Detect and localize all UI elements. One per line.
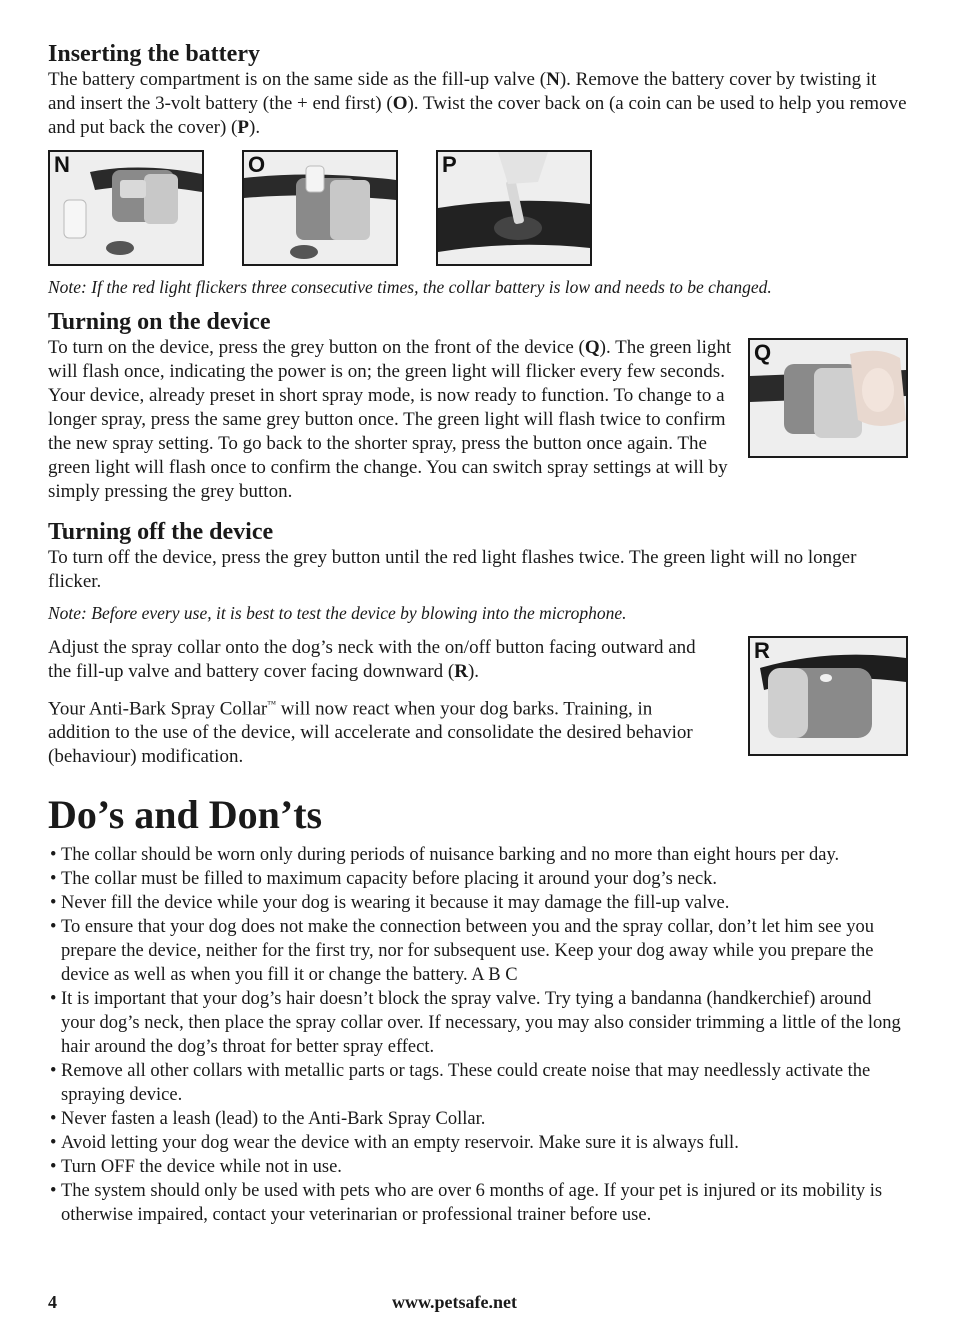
battery-note: Note: If the red light flickers three consecutive times, the collar battery is low and needs to be changed.: [48, 277, 772, 297]
turn-off-note: Note: Before every use, it is best to test the device by blowing into the microphone.: [48, 603, 627, 623]
turn-off-heading: Turning off the device: [48, 519, 274, 545]
figure-q: [748, 338, 908, 458]
figure-q-label: Q: [754, 340, 772, 365]
press-button-image: [750, 340, 906, 456]
turn-on-paragraph: To turn on the device, press the grey button on the front of the device (Q). The green light will flash once, indicating the power is on; the green light will flicker every few seconds. Your device, already preset in short spray mode, is now ready to function. To change to a longer spray, press the same grey button once. The green light will flash twice to confirm the new spray setting. To go back to the shorter spray, press the button once again. The green light will flash once to confirm the change. You can switch spray settings at will by simply pressing the grey button.: [48, 337, 732, 502]
list-item: • Remove all other collars with metallic parts or tags. These could create noise that may needlessly activate the spraying device.: [50, 1061, 871, 1106]
collar-with-battery-image: [50, 152, 202, 264]
turn-on-heading: Turning on the device: [48, 309, 271, 335]
list-item: • Avoid letting your dog wear the device with an empty reservoir. Make sure it is always full.: [50, 1133, 739, 1154]
list-item: • Never fasten a leash (lead) to the Anti-Bark Spray Collar.: [50, 1109, 486, 1130]
list-item: • Turn OFF the device while not in use.: [50, 1157, 342, 1178]
collar-orientation-image: [750, 638, 906, 754]
battery-paragraph: The battery compartment is on the same side as the fill-up valve (N). Remove the battery cover by twisting it and insert the 3-volt battery (the + end first) (O). Twist the cover back on (a coin can be used to help you remove and put back the cover) (P).: [48, 69, 907, 138]
figure-p-label: P: [442, 152, 457, 177]
list-item: • The collar should be worn only during periods of nuisance barking and no more than eight hours per day.: [50, 845, 840, 866]
adjust-section: [48, 636, 908, 769]
figure-o: [242, 150, 398, 266]
list-item: • Never fill the device while your dog is wearing it because it may damage the fill-up valve.: [50, 893, 730, 914]
list-item: • To ensure that your dog does not make the connection between you and the spray collar, don’t let him see you prepare the device, neither for the first try, nor for subsequent use. Keep your dog away while you prepare the device as well as when you fill it or change the battery. A B C: [50, 917, 874, 986]
page-footer: [48, 1289, 908, 1315]
figure-p: [436, 150, 592, 266]
coin-twist-cover-image: [438, 152, 590, 264]
figure-n: [48, 150, 204, 266]
figure-n-label: N: [54, 152, 70, 177]
page-number: 4: [48, 1292, 57, 1312]
website-link[interactable]: www.petsafe.net: [392, 1292, 517, 1312]
dos-heading: Do’s and Don’ts: [48, 792, 323, 838]
battery-figures: [48, 150, 908, 266]
page-content: [48, 40, 908, 1227]
list-item: • The collar must be filled to maximum capacity before placing it around your dog’s neck.: [50, 869, 718, 890]
dos-list: [48, 843, 908, 1227]
list-item: • The system should only be used with pets who are over 6 months of age. If your pet is injured or its mobility is otherwise impaired, contact your veterinarian or professional trainer before use.: [50, 1181, 883, 1226]
battery-heading: Inserting the battery: [48, 41, 260, 67]
turn-on-section: [48, 336, 908, 504]
collar-paragraph: Your Anti-Bark Spray Collar™ will now react when your dog barks. Training, in addition to the use of the device, will accelerate and consolidate the desired behavior (behaviour) modification.: [48, 698, 693, 768]
figure-o-label: O: [248, 152, 266, 177]
list-item: • It is important that your dog’s hair doesn’t block the spray valve. Try tying a bandanna (handkerchief) around your dog’s neck, then place the spray collar over. If necessary, you may also consider trimming a little of the long hair around the dog’s throat for better spray effect.: [50, 989, 901, 1058]
figure-r: [748, 636, 908, 756]
figure-r-label: R: [754, 638, 770, 663]
insert-battery-image: [244, 152, 396, 264]
adjust-paragraph: Adjust the spray collar onto the dog’s neck with the on/off button facing outward and the fill-up valve and battery cover facing downward (R).: [48, 637, 696, 682]
turn-off-paragraph: To turn off the device, press the grey button until the red light flashes twice. The green light will no longer flicker.: [48, 547, 857, 592]
